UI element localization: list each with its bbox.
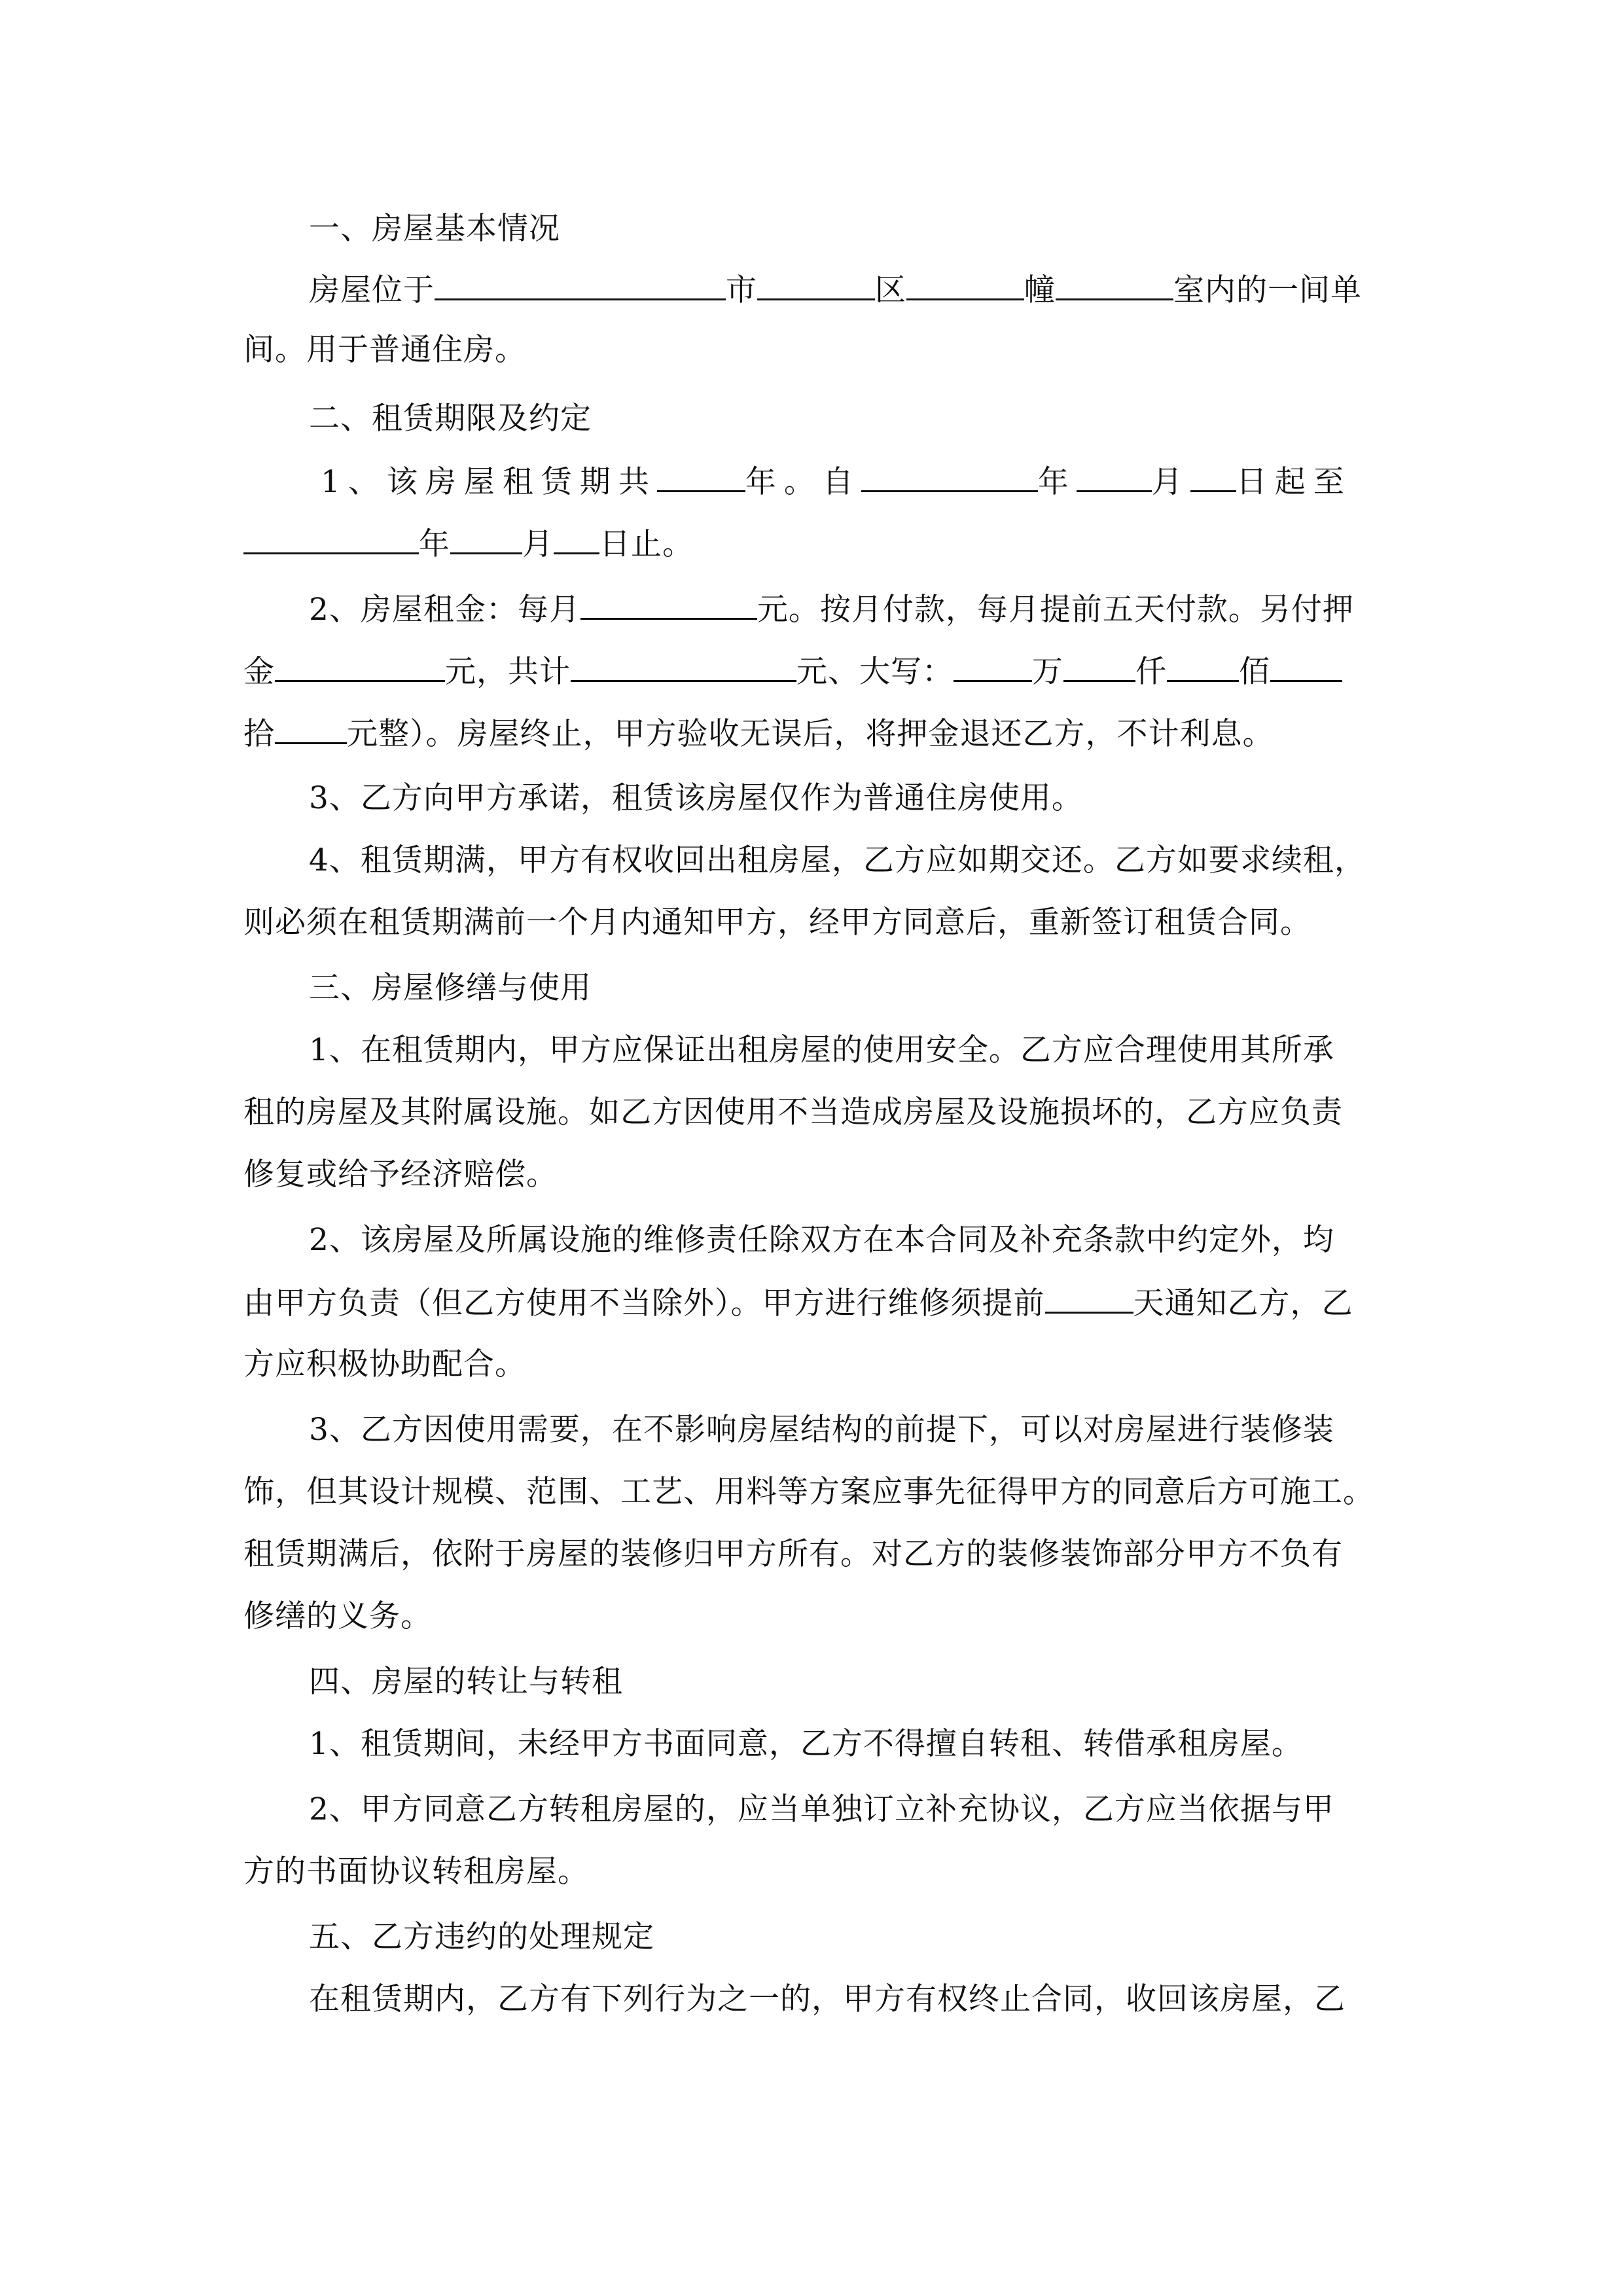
paragraph-line: 3、乙方因使用需要，在不影响房屋结构的前提下，可以对房屋进行装修装 bbox=[309, 1412, 1334, 1448]
paragraph-line: 1、在租赁期内，甲方应保证出租房屋的使用安全。乙方应合理使用其所承 bbox=[309, 1032, 1334, 1068]
paragraph-line: 间。用于普通住房。 bbox=[243, 332, 526, 368]
paragraph-line: 在租赁期内，乙方有下列行为之一的，甲方有权终止合同，收回该房屋，乙 bbox=[309, 1981, 1346, 2017]
paragraph-line: 租赁期满后，依附于房屋的装修归甲方所有。对乙方的装修装饰部分甲方不负有 bbox=[243, 1536, 1343, 1572]
blank-monthly-rent[interactable] bbox=[580, 589, 757, 620]
paragraph-line: 4、租赁期满，甲方有权收回出租房屋，乙方应如期交还。乙方如要求续租， bbox=[309, 842, 1366, 878]
paragraph-line: 3、乙方向甲方承诺，租赁该房屋仅作为普通住房使用。 bbox=[309, 780, 1083, 816]
paragraph-line: 年 月 日止。 bbox=[0, 524, 1623, 564]
blank-qian[interactable] bbox=[1063, 651, 1135, 682]
paragraph-line: 由甲方负责（但乙方使用不当除外）。甲方进行维修须提前 天通知乙方，乙 bbox=[0, 1283, 1623, 1323]
paragraph-line: 则必须在租赁期满前一个月内通知甲方，经甲方同意后，重新签订租赁合同。 bbox=[243, 905, 1311, 941]
section-heading-4: 四、房屋的转让与转租 bbox=[309, 1664, 623, 1700]
paragraph-line: 2、该房屋及所属设施的维修责任除双方在本合同及补充条款中约定外，均 bbox=[309, 1222, 1334, 1258]
blank-start-day[interactable] bbox=[1190, 461, 1236, 492]
blank-shi[interactable] bbox=[1270, 651, 1342, 682]
blank-city[interactable] bbox=[435, 270, 726, 300]
paragraph-line: 1、租赁期间，未经甲方书面同意，乙方不得擅自转租、转借承租房屋。 bbox=[309, 1726, 1303, 1762]
blank-end-month[interactable] bbox=[450, 524, 522, 554]
blank-bai[interactable] bbox=[1167, 651, 1239, 682]
paragraph-line: 2、房屋租金：每月 元。按月付款，每月提前五天付款。另付押 bbox=[0, 589, 1623, 630]
paragraph-line: 1、该房屋租赁期共 年。自 年 月 日起至 bbox=[0, 461, 1623, 502]
paragraph-line: 金 元，共计 元、大写： 万 仟 佰 bbox=[0, 651, 1623, 692]
blank-notice-days[interactable] bbox=[1045, 1283, 1133, 1314]
section-heading-3: 三、房屋修缮与使用 bbox=[309, 970, 592, 1006]
paragraph-line: 拾 元整）。房屋终止，甲方验收无误后，将押金退还乙方，不计利息。 bbox=[0, 713, 1623, 754]
section-heading-5: 五、乙方违约的处理规定 bbox=[309, 1919, 654, 1955]
paragraph-line: 房屋位于 市 区 幢 室内的一间单 bbox=[0, 270, 1623, 310]
blank-total[interactable] bbox=[571, 651, 796, 682]
blank-district[interactable] bbox=[757, 270, 875, 300]
section-heading-2: 二、租赁期限及约定 bbox=[309, 401, 592, 437]
blank-wan[interactable] bbox=[954, 651, 1032, 682]
paragraph-line: 租的房屋及其附属设施。如乙方因使用不当造成房屋及设施损坏的，乙方应负责 bbox=[243, 1094, 1343, 1130]
paragraph-line: 方应积极协助配合。 bbox=[243, 1346, 526, 1382]
blank-room[interactable] bbox=[1056, 270, 1173, 300]
blank-yuan[interactable] bbox=[275, 713, 347, 744]
blank-start-month[interactable] bbox=[1077, 461, 1152, 492]
blank-end-year[interactable] bbox=[243, 524, 419, 554]
paragraph-line: 2、甲方同意乙方转租房屋的，应当单独订立补充协议，乙方应当依据与甲 bbox=[309, 1791, 1334, 1827]
blank-start-year[interactable] bbox=[861, 461, 1038, 492]
paragraph-line: 饰，但其设计规模、范围、工艺、用料等方案应事先征得甲方的同意后方可施工。 bbox=[243, 1474, 1374, 1510]
blank-deposit[interactable] bbox=[275, 651, 445, 682]
paragraph-line: 方的书面协议转租房屋。 bbox=[243, 1854, 589, 1890]
section-heading-1: 一、房屋基本情况 bbox=[309, 211, 560, 247]
blank-building[interactable] bbox=[906, 270, 1024, 300]
blank-end-day[interactable] bbox=[554, 524, 599, 554]
paragraph-line: 修复或给予经济赔偿。 bbox=[243, 1157, 558, 1193]
blank-lease-years[interactable] bbox=[657, 461, 745, 492]
paragraph-line: 修缮的义务。 bbox=[243, 1598, 432, 1634]
